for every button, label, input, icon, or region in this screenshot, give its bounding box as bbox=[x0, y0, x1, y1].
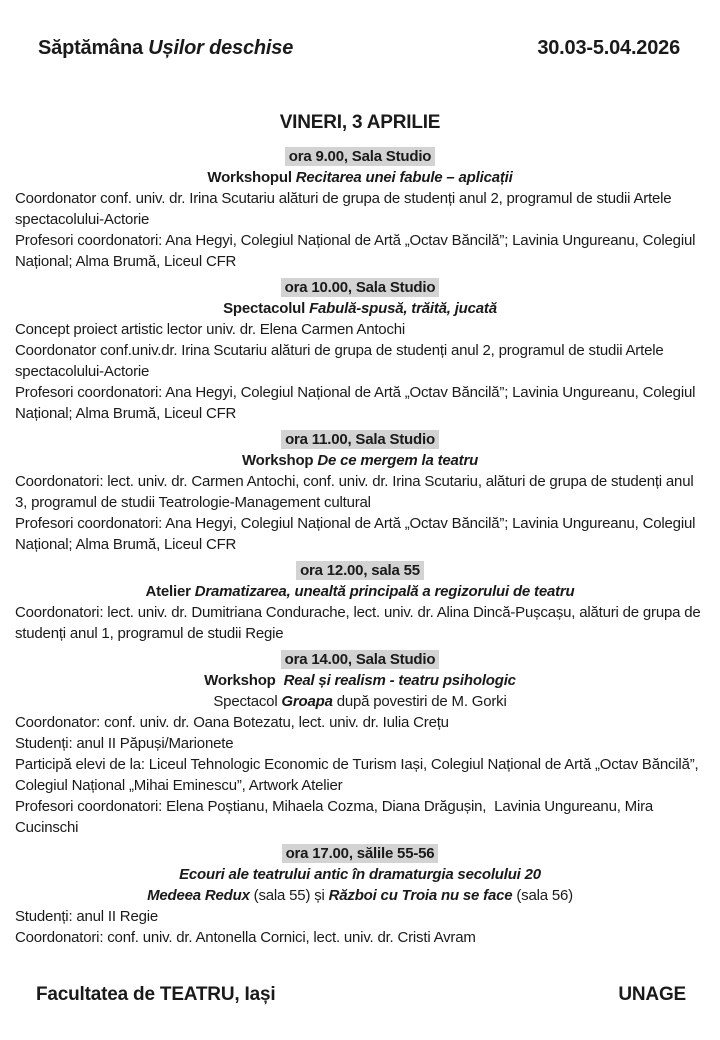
text-run: Coordonator: conf. univ. dr. Oana Botezatu, lect. univ. dr. Iulia Crețu bbox=[15, 714, 449, 731]
event-detail-line bbox=[15, 602, 705, 644]
day-title: VINERI, 3 APRILIE bbox=[279, 112, 441, 133]
text-run: Război cu Troia nu se face bbox=[328, 887, 513, 904]
text-run: Recitarea unei fabule – aplicații bbox=[295, 169, 513, 186]
event-heading-line bbox=[15, 864, 705, 885]
event-section bbox=[15, 146, 705, 272]
text-run: Spectacol bbox=[213, 693, 282, 710]
text-run: Coordonatori: lect. univ. dr. Dumitriana Condurache, lect. univ. dr. Alina Dincă-Pușcașu, alături de grupa de studenți anul 1, programul de studii Regie bbox=[15, 604, 705, 642]
event-detail-line bbox=[15, 188, 705, 230]
text-run: Workshop bbox=[241, 452, 318, 469]
text-run: Fabulă-spusă, trăită, jucată bbox=[309, 300, 497, 317]
event-detail-line bbox=[15, 796, 705, 838]
time-highlight: ora 9.00, Sala Studio bbox=[285, 147, 436, 166]
event-section bbox=[15, 843, 705, 948]
event-time-line bbox=[15, 146, 705, 167]
text-run: Coordonatori: conf. univ. dr. Antonella Cornici, lect. univ. dr. Cristi Avram bbox=[15, 929, 476, 946]
text-run: Spectacolul bbox=[223, 300, 310, 317]
text-run: (sala 56) bbox=[512, 887, 573, 904]
event-section bbox=[15, 429, 705, 555]
page-footer bbox=[0, 983, 720, 1007]
event-detail-line bbox=[15, 319, 705, 340]
text-run: Profesori coordonatori: Ana Hegyi, Colegiul Național de Artă „Octav Băncilă”; Lavinia Ungureanu, Colegiul Național; Alma Brumă, Liceul CFR bbox=[15, 384, 700, 422]
text-run: (sala 55) și bbox=[249, 887, 329, 904]
university-abbr: UNAGE bbox=[618, 984, 686, 1005]
page-header bbox=[0, 0, 720, 60]
time-highlight: ora 12.00, sala 55 bbox=[296, 561, 424, 580]
event-detail-line bbox=[15, 230, 705, 272]
text-run: Studenți: anul II Regie bbox=[15, 908, 158, 925]
event-heading-line bbox=[15, 581, 705, 602]
time-highlight: ora 11.00, Sala Studio bbox=[281, 430, 439, 449]
week-title bbox=[38, 36, 293, 60]
text-run: Concept proiect artistic lector univ. dr. Elena Carmen Antochi bbox=[15, 321, 406, 338]
text-run: Workshopul bbox=[207, 169, 296, 186]
event-heading-line bbox=[15, 670, 705, 691]
text-run: Profesori coordonatori: Elena Poștianu, Mihaela Cozma, Diana Drăgușin, Lavinia Ungureanu, Mira Cucinschi bbox=[15, 798, 657, 836]
event-section bbox=[15, 560, 705, 644]
text-run: Coordonatori: lect. univ. dr. Carmen Antochi, conf. univ. dr. Irina Scutariu, alături de grupa de studenți anul 3, programul de studii Teatrologie-Management cultural bbox=[15, 473, 698, 511]
text-run: Ecouri ale teatrului antic în dramaturgia secolului 20 bbox=[179, 866, 541, 883]
event-detail-line bbox=[15, 471, 705, 513]
event-detail-line bbox=[15, 733, 705, 754]
week-title-italic: Ușilor deschise bbox=[148, 37, 294, 59]
text-run: Medeea Redux bbox=[147, 887, 250, 904]
text-run: Profesori coordonatori: Ana Hegyi, Colegiul Național de Artă „Octav Băncilă”; Lavinia Ungureanu, Colegiul Național; Alma Brumă, Liceul CFR bbox=[15, 515, 700, 553]
text-run: Participă elevi de la: Liceul Tehnologic Economic de Turism Iași, Colegiul Național de Artă „Octav Băncilă”, Colegiul Național „Mihai Eminescu”, Artwork Atelier bbox=[15, 756, 703, 794]
text-run: Atelier bbox=[145, 583, 195, 600]
event-detail-line bbox=[15, 754, 705, 796]
text-run: Profesori coordonatori: Ana Hegyi, Colegiul Național de Artă „Octav Băncilă”; Lavinia Ungureanu, Colegiul Național; Alma Brumă, Liceul CFR bbox=[15, 232, 700, 270]
event-heading-line bbox=[15, 298, 705, 319]
event-detail-line bbox=[15, 712, 705, 733]
text-run: după povestiri de M. Gorki bbox=[332, 693, 507, 710]
event-time-line bbox=[15, 277, 705, 298]
event-detail-line bbox=[15, 340, 705, 382]
event-time-line bbox=[15, 649, 705, 670]
event-section bbox=[15, 649, 705, 838]
sections bbox=[0, 146, 720, 948]
event-heading-line bbox=[15, 691, 705, 712]
event-heading-line bbox=[15, 167, 705, 188]
time-highlight: ora 10.00, Sala Studio bbox=[281, 278, 440, 297]
text-run: Coordonator conf.univ.dr. Irina Scutariu alături de grupa de studenți anul 2, programul de studii Artele spectacolului-Actorie bbox=[15, 342, 668, 380]
event-time-line bbox=[15, 560, 705, 581]
time-highlight: ora 14.00, Sala Studio bbox=[281, 650, 440, 669]
text-run: Workshop bbox=[204, 672, 284, 689]
date-range: 30.03-5.04.2026 bbox=[537, 37, 680, 59]
text-run: Coordonator conf. univ. dr. Irina Scutariu alături de grupa de studenți anul 2, programul de studii Artele spectacolului-Actorie bbox=[15, 190, 676, 228]
event-time-line bbox=[15, 429, 705, 450]
text-run: De ce mergem la teatru bbox=[317, 452, 479, 469]
text-run: Real și realism - teatru psihologic bbox=[283, 672, 516, 689]
event-time-line bbox=[15, 843, 705, 864]
event-heading-line bbox=[15, 450, 705, 471]
event-detail-line bbox=[15, 513, 705, 555]
event-section bbox=[15, 277, 705, 424]
text-run: Dramatizarea, unealtă principală a regizorului de teatru bbox=[194, 583, 575, 600]
text-run: Groapa bbox=[281, 693, 333, 710]
event-detail-line bbox=[15, 382, 705, 424]
text-run: Studenți: anul II Păpuși/Marionete bbox=[15, 735, 234, 752]
event-detail-line bbox=[15, 927, 705, 948]
time-highlight: ora 17.00, sălile 55-56 bbox=[282, 844, 439, 863]
event-detail-line bbox=[15, 906, 705, 927]
week-title-regular: Săptămâna bbox=[38, 37, 149, 59]
event-heading-line bbox=[15, 885, 705, 906]
faculty-name: Facultatea de TEATRU, Iași bbox=[36, 984, 276, 1005]
